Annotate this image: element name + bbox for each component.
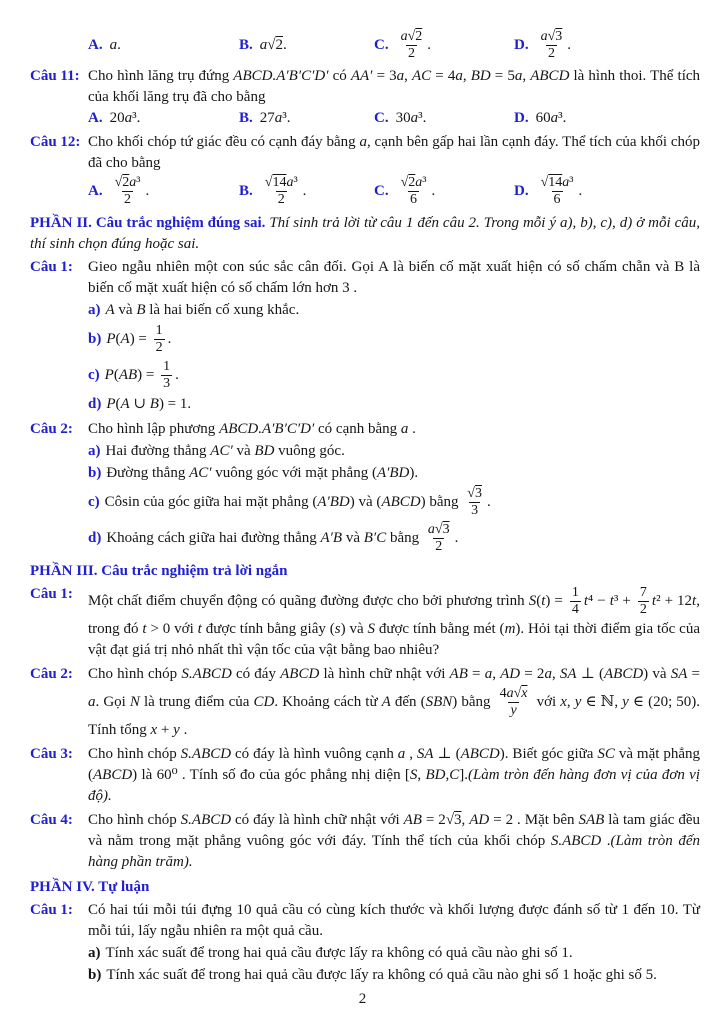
sub-item-label: a)	[88, 443, 101, 459]
fraction	[399, 29, 425, 62]
question-label: Câu 2:	[30, 666, 73, 682]
fraction	[426, 522, 452, 555]
math-text: a	[274, 110, 283, 126]
answer-option: B. $\frac{\text{√14a³}}{2}$ .	[239, 175, 307, 207]
fraction	[399, 175, 429, 208]
radical-sign: √	[114, 175, 123, 190]
math-text: a	[396, 68, 405, 84]
math-text: a	[562, 175, 570, 190]
sub-item: b) Đường thẳng AC′ vuông góc với mặt phẳng (A′BD).	[88, 465, 419, 481]
paragraph: Cho hình lăng trụ đứng ABCD.A′B′C′D′ có AA′ = 3a, AC = 4a, BD = 5a, ABCD là hình thoi. Thể tích của khối lăng trụ đã cho bằng	[88, 68, 701, 105]
sub-item-label: b)	[88, 465, 102, 481]
fraction-numerator	[426, 522, 452, 538]
math-text: A	[105, 302, 115, 318]
question	[30, 810, 700, 873]
sqrt-expression	[401, 175, 416, 190]
math-text: S	[409, 767, 418, 783]
math-text: a	[410, 110, 419, 126]
math-text: P	[104, 366, 114, 383]
part-header-title: PHẦN IV. Tự luận	[30, 879, 150, 895]
radicand: 3	[454, 812, 462, 828]
radical-sign: √	[407, 29, 416, 44]
sqrt-expression	[541, 175, 563, 190]
math-text: (Làm tròn đến hàng đơn vị của đơn vị độ).	[88, 767, 701, 804]
math-text: AC	[412, 68, 432, 84]
math-text: C	[449, 767, 460, 783]
math-text: t	[583, 592, 589, 609]
math-text: AB	[403, 812, 422, 828]
question-label: Câu 1:	[30, 902, 73, 918]
math-text: ABCD	[604, 666, 644, 682]
math-text: BD	[470, 68, 491, 84]
sub-item-label: c)	[88, 366, 100, 383]
radical-sign: √	[400, 175, 409, 190]
math-text: s	[334, 621, 341, 637]
sub-item: a) Tính xác suất để trong hai quả cầu được lấy ra không có quả cầu nào ghi số 1.	[88, 945, 573, 961]
question-body	[88, 419, 700, 557]
math-text: y	[622, 693, 629, 710]
sqrt-expression	[267, 37, 283, 53]
math-text: a	[455, 68, 463, 84]
math-text: a	[506, 686, 514, 701]
math-text: y	[173, 722, 180, 738]
math-text: S.ABCD	[180, 746, 232, 762]
math-text: t	[541, 592, 546, 609]
fraction	[570, 585, 581, 618]
part-header	[30, 877, 700, 898]
question-label: Câu 4:	[30, 812, 73, 828]
fraction-denominator: 2	[435, 539, 443, 554]
math-text: a	[124, 110, 133, 126]
option-letter: A.	[88, 182, 103, 199]
radicand: 2	[122, 175, 130, 190]
question	[30, 900, 700, 987]
paragraph: Cho hình chóp S.ABCD có đáy ABCD là hình chữ nhật với AB = a, AD = 2a, SA ⊥ (ABCD) và SA = a. Gọi N là trung điểm của CD. Khoảng cách từ A đến (SBN) bằng $\frac{4a√x}{y}$ với x, y ∈ ℕ, y ∈ (20; 50). Tính tổng x + y .	[88, 666, 701, 738]
radicand: 3	[474, 486, 482, 501]
radical-sign: √	[467, 486, 475, 501]
math-text: S.ABCD	[550, 833, 602, 849]
fraction-numerator: √2a³	[114, 175, 141, 190]
fraction-numerator: 7	[639, 585, 647, 600]
sqrt-expression	[265, 175, 287, 190]
answer-option: C. 30a³.	[374, 110, 427, 126]
math-text: A′B	[320, 529, 343, 546]
answer-row	[88, 28, 700, 63]
radicand: 3	[555, 29, 563, 44]
option-letter: B.	[239, 110, 253, 126]
math-text: SBN	[425, 693, 453, 710]
option-letter: B.	[239, 182, 253, 199]
math-text: x	[560, 693, 567, 710]
fraction-denominator: 2	[547, 46, 555, 61]
math-text: SA	[559, 666, 577, 682]
fraction-numerator: 1	[571, 585, 579, 600]
math-text: a	[129, 175, 137, 190]
math-text: A′BD	[376, 465, 410, 481]
question-body	[88, 900, 700, 987]
sub-item-label: d)	[88, 529, 102, 546]
math-text: a	[286, 175, 294, 190]
fraction	[263, 175, 300, 208]
radicand: 3	[442, 522, 450, 537]
fraction	[154, 323, 165, 356]
fraction	[161, 359, 172, 392]
math-text: a	[484, 666, 493, 682]
sub-item: b) Tính xác suất để trong hai quả cầu được lấy ra không có quả cầu nào ghi số 1 hoặc ghi số 5.	[88, 967, 657, 983]
question-label: Câu 2:	[30, 421, 73, 437]
math-text: AB	[449, 666, 468, 682]
math-text: a	[427, 522, 435, 537]
math-text: a	[88, 693, 96, 710]
math-text: AB	[118, 366, 138, 383]
question	[30, 744, 700, 807]
math-text: t	[142, 621, 147, 637]
radical-sign: √	[445, 812, 455, 828]
math-text: AD	[469, 812, 490, 828]
sqrt-expression	[514, 686, 528, 701]
math-text: N	[129, 693, 140, 710]
answer-row	[88, 108, 700, 129]
option-letter: A.	[88, 110, 103, 126]
question	[30, 132, 700, 209]
fraction	[113, 175, 143, 208]
radical-sign: √	[267, 37, 276, 53]
fraction	[638, 585, 649, 618]
question-label: Câu 12:	[30, 134, 81, 150]
question-body	[88, 810, 700, 873]
math-text: B	[136, 302, 146, 318]
answer-option: D. $\frac{a√3}{2}$ .	[514, 29, 572, 61]
math-text: a	[259, 37, 268, 53]
sqrt-expression	[467, 486, 482, 501]
fraction-denominator: 4	[571, 602, 579, 617]
question-body	[88, 66, 700, 129]
sub-item-label: a)	[88, 945, 101, 961]
answer-option: C. $\frac{a√2}{2}$ .	[374, 29, 432, 61]
answer-row	[88, 174, 700, 209]
math-text: CD	[253, 693, 275, 710]
question-body	[88, 132, 700, 209]
math-text: S.ABCD	[181, 666, 232, 682]
radical-sign: √	[513, 686, 522, 701]
math-text: S	[367, 621, 375, 637]
paragraph: Có hai túi mỗi túi đựng 10 quả cầu có cùng kích thước và khối lượng được đánh số từ 1 đến 10. Từ mỗi túi, lấy ngẫu nhiên ra một quả cầu.	[88, 902, 700, 939]
math-text: ABCD	[530, 68, 570, 84]
paragraph: Gieo ngẫu nhiên một con súc sắc cân đối. Gọi A là biến cố mặt xuất hiện có số chấm chẵn và B là biến cố mặt xuất hiện có số chấm lớn hơn 3 .	[88, 259, 700, 296]
radicand: 2	[408, 175, 416, 190]
math-text: t	[692, 592, 697, 609]
fraction-numerator	[399, 29, 425, 45]
document-content	[30, 28, 700, 987]
radical-sign: √	[434, 522, 443, 537]
answer-option: A. a.	[88, 37, 121, 53]
math-text: AC′	[210, 443, 233, 459]
fraction-denominator: 2	[639, 602, 647, 617]
part-header-title: PHẦN II. Câu trắc nghiệm đúng sai.	[30, 215, 266, 231]
option-letter: D.	[514, 182, 529, 199]
math-text: ABCD.A′B′C′D′	[233, 68, 329, 84]
math-text: SA	[670, 666, 688, 682]
question	[30, 257, 700, 416]
fraction-denominator: 3	[471, 503, 479, 518]
paragraph: Một chất điểm chuyển động có quãng đường được cho bởi phương trình S(t) = $\frac{1}{4}$ t⁴ − t³ + $\frac{7}{2}$ t² + 12t, trong đó t > 0 với t được tính bằng giây (s) và S được tính bằng mét (m). Hỏi tại thời điểm gia tốc của vật đạt giá trị nhỏ nhất thì vận tốc của vật bằng bao nhiêu?	[88, 585, 700, 658]
fraction-numerator: √14a³	[540, 175, 574, 190]
sqrt-expression	[115, 175, 130, 190]
sqrt-expression	[548, 29, 563, 44]
math-text: m	[504, 621, 516, 637]
math-text: a	[397, 746, 406, 762]
math-text: y	[574, 693, 582, 710]
math-text: y	[510, 703, 517, 718]
question-label	[30, 28, 88, 63]
fraction-denominator: 2	[407, 46, 415, 61]
radicand: x	[521, 686, 528, 701]
radicand: 14	[548, 175, 563, 190]
answer-option: D. $\frac{\text{√14a³}}{6}$ .	[514, 175, 583, 207]
math-text: a	[109, 37, 118, 53]
answer-option: A. $\frac{\text{√2a³}}{2}$ .	[88, 175, 150, 207]
sub-item-label: d)	[88, 396, 102, 412]
math-text: AA′	[350, 68, 373, 84]
math-text: a	[400, 29, 408, 44]
paragraph: Cho hình lập phương ABCD.A′B′C′D′ có cạnh bằng a .	[88, 421, 416, 437]
sub-item: a) A và B là hai biến cố xung khắc.	[88, 302, 300, 318]
radical-sign: √	[264, 175, 273, 190]
question	[30, 419, 700, 557]
part-header	[30, 213, 700, 255]
math-text: BD	[425, 767, 446, 783]
fraction-denominator: 2	[124, 192, 132, 207]
question-body	[88, 28, 700, 63]
answer-option: B. 27a³.	[239, 110, 291, 126]
fraction	[465, 486, 484, 519]
math-text: a	[400, 421, 409, 437]
question-label: Câu 1:	[30, 259, 73, 275]
question	[30, 66, 700, 129]
math-text: a	[359, 134, 367, 150]
option-letter: A.	[88, 37, 103, 53]
answer-option: C. $\frac{\text{√2a³}}{6}$ .	[374, 175, 436, 207]
answer-option: A. 20a³.	[88, 110, 141, 126]
math-text: ABCD.A′B′C′D′	[219, 421, 315, 437]
math-text: t	[651, 592, 657, 609]
sub-item: c) P(AB) = $\frac{1}{3}$ .	[88, 359, 179, 391]
math-text: B′C	[363, 529, 387, 546]
math-text: t	[197, 621, 202, 637]
fraction-numerator	[539, 29, 565, 45]
math-text: ABCD	[280, 666, 320, 682]
part-header-note: Thí sinh trả lời từ câu 1 đến câu 2. Trong mỗi ý a), b), c), d) ở mỗi câu, thí sinh chọn đúng hoặc sai.	[30, 215, 700, 252]
answer-option: D. 60a³.	[514, 110, 567, 126]
paragraph: Cho hình chóp S.ABCD có đáy là hình chữ nhật với AB = 2√3, AD = 2 . Mặt bên SAB là tam giác đều và nằm trong mặt phẳng vuông góc với đáy. Tính thể tích của khối chóp S.ABCD .(Làm tròn đến hàng phần trăm).	[88, 812, 700, 870]
option-letter: C.	[374, 110, 389, 126]
part-header	[30, 561, 700, 582]
question-body	[88, 584, 700, 661]
math-text: A	[120, 330, 130, 347]
fraction-numerator: √14a³	[264, 175, 298, 190]
math-text: ABCD	[460, 746, 500, 762]
radicand: 2	[275, 37, 283, 53]
fraction-denominator: 6	[553, 192, 561, 207]
math-text: ABCD	[93, 767, 133, 783]
sub-item: d) P(A ∪ B) = 1.	[88, 396, 192, 412]
math-text: x	[150, 722, 158, 738]
math-text: ABCD	[381, 493, 421, 510]
math-text: S.ABCD	[180, 812, 232, 828]
math-text: (Làm tròn đến hàng phần trăm).	[88, 833, 700, 870]
fraction-denominator: 3	[163, 376, 171, 391]
option-letter: D.	[514, 36, 529, 53]
math-text: a	[544, 666, 552, 682]
math-text: BD	[254, 443, 275, 459]
math-text: AD	[500, 666, 521, 682]
sub-item: c) Côsin của góc giữa hai mặt phẳng (A′BD) và (ABCD) bằng $\frac{√3}{3}$ .	[88, 486, 491, 518]
math-text: A	[381, 693, 391, 710]
fraction-numerator: √2a³	[400, 175, 427, 190]
question-label: Câu 11:	[30, 68, 80, 84]
math-text: a	[550, 110, 559, 126]
fraction-denominator	[508, 702, 518, 719]
option-letter: D.	[514, 110, 529, 126]
sub-item: a) Hai đường thẳng AC′ và BD vuông góc.	[88, 443, 345, 459]
option-letter: B.	[239, 37, 253, 53]
question-body	[88, 664, 700, 741]
math-text: S	[528, 592, 537, 609]
fraction	[498, 686, 530, 719]
question	[30, 664, 700, 741]
math-text: SAB	[578, 812, 605, 828]
radical-sign: √	[540, 175, 549, 190]
fraction	[539, 175, 576, 208]
fraction-denominator: 6	[410, 192, 418, 207]
radicand: 2	[415, 29, 423, 44]
sqrt-expression	[435, 522, 450, 537]
question	[30, 584, 700, 661]
sqrt-expression	[408, 29, 423, 44]
math-text: A′BD	[317, 493, 350, 510]
option-letter: C.	[374, 36, 389, 53]
fraction-numerator: 4a√x	[499, 686, 528, 701]
part-header-title: PHẦN III. Câu trắc nghiệm trả lời ngắn	[30, 563, 288, 579]
sub-item-label: b)	[88, 967, 102, 983]
sub-item-label: c)	[88, 493, 100, 510]
sub-item: b) P(A) = $\frac{1}{2}$ .	[88, 323, 172, 355]
radical-sign: √	[547, 29, 556, 44]
fraction-denominator: 2	[155, 340, 163, 355]
question-label: Câu 1:	[30, 586, 73, 602]
math-text: P	[106, 330, 116, 347]
math-text: a	[540, 29, 548, 44]
fraction-numerator	[465, 486, 484, 502]
fraction-numerator: 1	[155, 323, 163, 338]
math-text: SC	[597, 746, 615, 762]
option-letter: C.	[374, 182, 389, 199]
math-text: a	[415, 175, 423, 190]
question-label: Câu 3:	[30, 746, 73, 762]
paragraph: Cho khối chóp tứ giác đều có cạnh đáy bằng a, cạnh bên gấp hai lần cạnh đáy. Thể tích của khối chóp đã cho bằng	[88, 134, 700, 171]
math-text: AC′	[189, 465, 212, 481]
math-text: P	[106, 396, 116, 412]
sub-item-label: a)	[88, 302, 101, 318]
radicand: 14	[272, 175, 287, 190]
page-number: 2	[358, 991, 367, 1007]
math-text: a	[514, 68, 523, 84]
answer-row-block	[30, 28, 700, 63]
math-text: t	[609, 592, 614, 609]
sub-item: d) Khoảng cách giữa hai đường thẳng A′B và B′C bằng $\frac{a√3}{2}$ .	[88, 522, 459, 554]
fraction-numerator: 1	[163, 359, 171, 374]
paragraph: Cho hình chóp S.ABCD có đáy là hình vuông cạnh a , SA ⊥ (ABCD). Biết góc giữa SC và mặt phẳng (ABCD) là 60⁰ . Tính số đo của góc phẳng nhị diện [S, BD,C].(Làm tròn đến hàng đơn vị của đơn vị độ).	[88, 746, 701, 804]
math-text: B	[149, 396, 159, 412]
sub-item-label: b)	[88, 330, 102, 347]
math-text: SA	[416, 746, 434, 762]
sqrt-expression	[446, 812, 462, 828]
question-body	[88, 257, 700, 416]
math-text: A	[120, 396, 130, 412]
fraction	[539, 29, 565, 62]
question-body	[88, 744, 700, 807]
fraction-denominator: 2	[277, 192, 285, 207]
answer-option: B. a√2.	[239, 37, 287, 53]
